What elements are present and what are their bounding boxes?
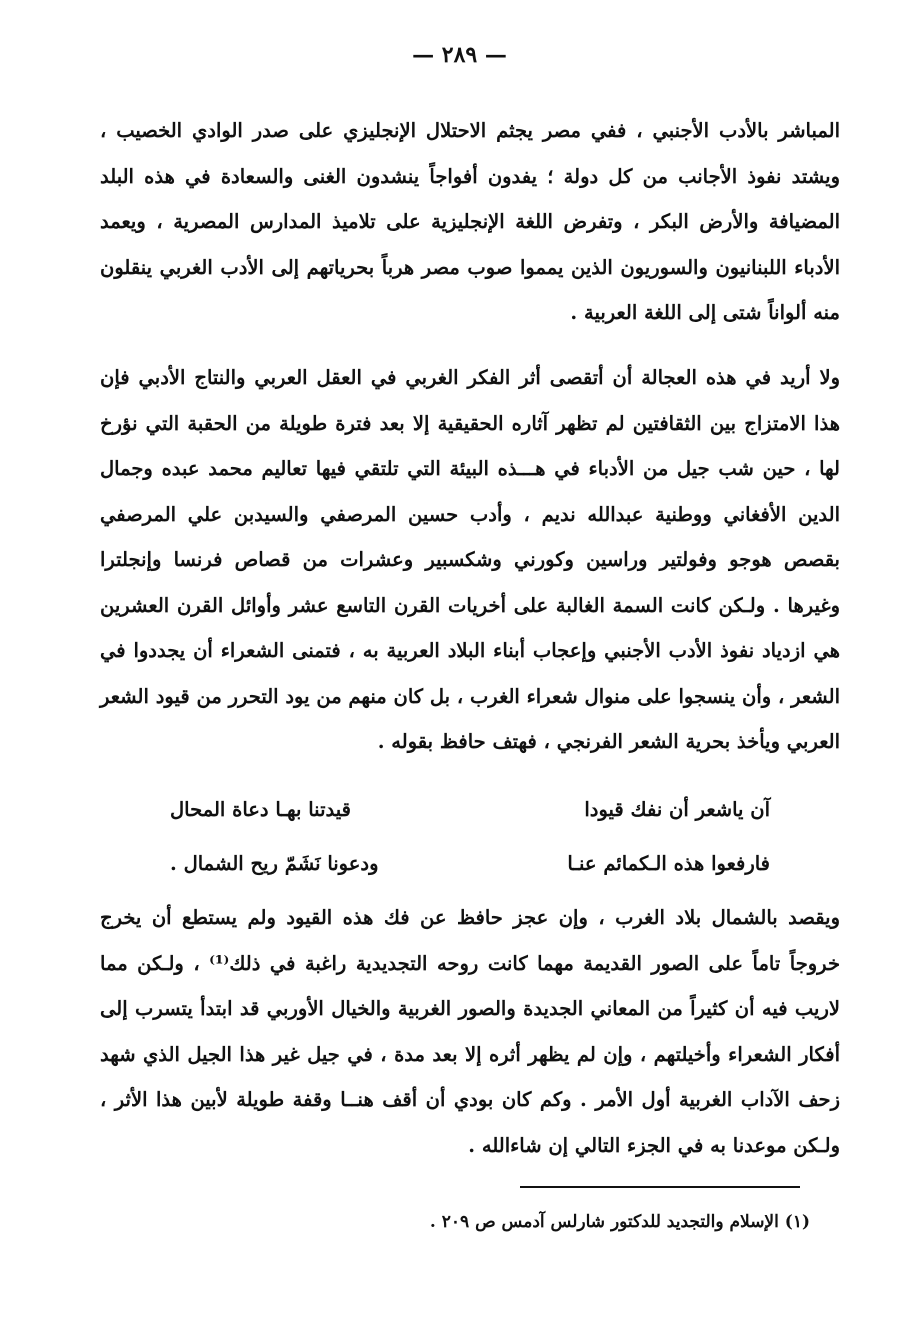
page-number: — ٢٨٩ — [412,42,507,68]
paragraph-1: المباشر بالأدب الأجنبي ، ففي مصر يجثم الاحتلال الإنجليزي على صدر الوادي الخصيب ، ويشتد نفوذ الأجانب من كل دولة ؛ يفدون أفواجاً ينشدون الغنى والسعادة في هذه البلد المضيافة والأرض البكر ، وتفرض اللغة الإنجليزية على تلاميذ المدارس المصرية ، ويعمد الأدباء اللبنانيون والسوريون الذين يمموا صوب مصر هرباً بحرياتهم إلى الأدب الغربي ينقلون منه ألواناً شتى إلى اللغة العربية . [100,119,840,324]
verse-1-second-hemistich: قيدتنا بهـا دعاة المحال [170,798,351,821]
poem-verse-2 [170,852,770,875]
paragraph-2: ولا أريد في هذه العجالة أن أتقصى أثر الفكر الغربي في العقل العربي والنتاج الأدبي فإن هذا الامتزاج بين الثقافتين لم تظهر آثاره الحقيقية إلا بعد فترة طويلة من الحقبة التي نؤرخ لها ، حين شب جيل من الأدباء في هـــذه البيئة التي تلتقي فيها تعاليم محمد عبده وجمال الدين الأفغاني ووطنية عبدالله نديم ، وأدب حسين المرصفي والسيدبن علي المرصفي بقصص هوجو وفولتير وراسين وكورني وشكسبير وعشرات من قصاص فرنسا وإنجلترا وغيرها . ولـكن كانت السمة الغالبة على أخريات القرن التاسع عشر وأوائل القرن العشرين هي ازدياد نفوذ الأدب الأجنبي وإعجاب أبناء البلاد العربية به ، فتمنى الشعراء أن يجددوا في الشعر ، وأن ينسجوا على منوال شعراء الغرب ، بل كان منهم من يود التحرر من قيود الشعر العربي ويأخذ بحرية الشعر الفرنجي ، فهتف حافظ بقوله . [100,366,840,753]
paragraph-3: ويقصد بالشمال بلاد الغرب ، وإن عجز حافظ عن فك هذه القيود ولم يستطع أن يخرج خروجاً تاماً على الصور القديمة مهما كانت روحه التجديدية راغبة في ذلك⁽¹⁾ ، ولـكن مما لاريب فيه أن كثيراً من المعاني الجديدة والصور الغربية والخيال الأوربي قد ابتدأ يتسرب إلى أفكار الشعراء وأخيلتهم ، وإن لم يظهر أثره إلا بعد مدة ، في جيل غير هذا الجيل الذي شهد زحف الآداب الغربية أول الأمر . وكم كان بودي أن أقف هنــا وقفة طويلة لأبين هذا الأثر ، ولـكن موعدنا به في الجزء التالي إن شاءالله . [100,906,840,1157]
verse-1-first-hemistich: آن ياشعر أن نفك قيودا [584,798,770,821]
verse-2-second-hemistich: ودعونا نَشَمّ ريح الشمال . [170,852,379,875]
footnote: (١) الإسلام والتجديد للدكتور شارلس آدمس ص ٢٠٩ . [429,1212,810,1232]
footnote-divider [520,1186,800,1188]
verse-2-first-hemistich: فارفعوا هذه الـكمائم عنـا [567,852,770,875]
poem-verse-1 [170,798,770,821]
